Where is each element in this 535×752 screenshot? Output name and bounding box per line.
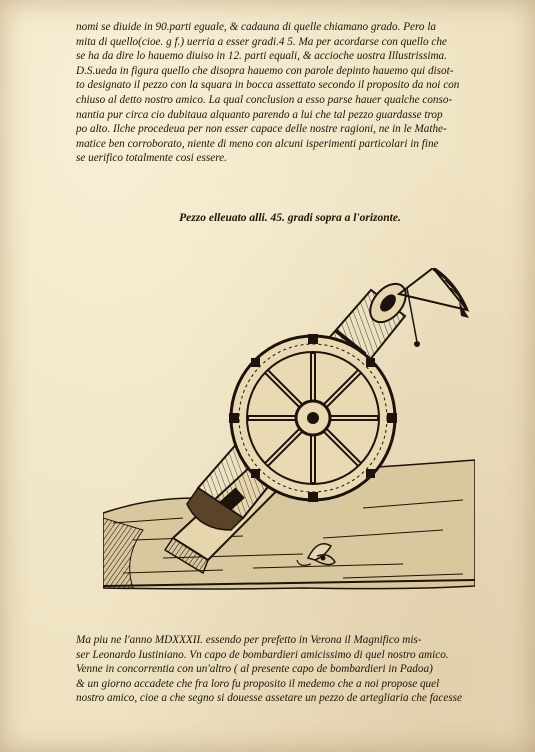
text-line: nostro amico, cioe a che segno si douesse assetare un pezzo de artegliaria che facesse (76, 692, 463, 705)
cannon-wheel (229, 334, 397, 502)
text-line: Ma piu ne l'anno MDXXXII. essendo per prefetto in Verona il Magnifico mis- (76, 634, 422, 646)
text-line: ser Leonardo Iustiniano. Vn capo de bombardieri amicissimo di quel nostro amico. (76, 648, 449, 661)
bottom-paragraph (76, 633, 504, 706)
cannon-woodcut (103, 268, 475, 616)
text-line: to designato il pezzo con la squara in bocca assettato secondo il proposito da noi con (76, 79, 460, 92)
text-line: matice ben corroborato, niente di meno con alcuni isperimenti particolari in fine (76, 137, 439, 150)
text-line: po alto. Ilche procedeua per non esser capace delle nostre ragioni, ne in le Mathe- (76, 123, 447, 136)
text-line: chiuso al detto nostro amico. La qual conclusion a esso parse hauer qualche conso- (76, 93, 453, 106)
text-line: se ha da dire lo hauemo diuiso in 12. parti equali, & accioche uostra Illustrissima. (76, 50, 447, 63)
text-line: se uerifico totalmente cosi essere. (76, 152, 227, 165)
text-line: nantia pur circa cio dubitaua alquanto parendo a lui che tal pezzo guardasse trop (76, 108, 443, 121)
text-line: nomi se diuide in 90.parti eguale, & cadauna di quelle chiamano grado. Pero la (76, 21, 437, 33)
text-line: Venne in concorrentia con un'altro ( al presente capo de bombardieri in Padoa) (76, 663, 433, 676)
top-paragraph (76, 20, 504, 166)
figure-caption: Pezzo elleuato alli. 45. gradi sopra a l'orizonte. (179, 212, 401, 224)
text-line: & un giorno accadete che fra loro fu proposito il medemo che a noi propose quel (76, 677, 440, 690)
text-line: mita di quello(cioe. g f.) uerria a esser gradi.4 5. Ma per acordarse con quello che (76, 35, 447, 48)
gunners-quadrant-icon (399, 268, 469, 347)
text-line: D.S.ueda in figura quello che disopra hauemo con parole depinto hauemo qui disot- (76, 64, 454, 77)
